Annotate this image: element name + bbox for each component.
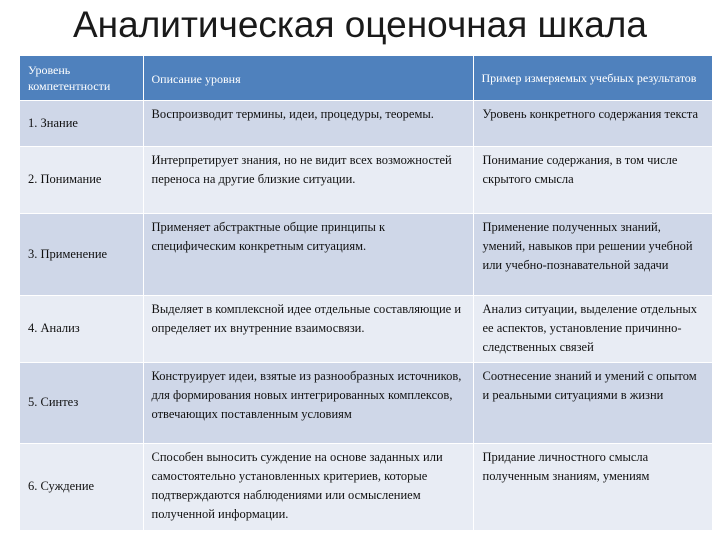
- header-description: Описание уровня: [143, 56, 473, 100]
- description-cell: Конструирует идеи, взятые из разнообразных источников, для формирования новых интегрированных комплексов, отвечающих поставленным условиям: [143, 362, 473, 443]
- level-cell: 3. Применение: [20, 213, 143, 295]
- level-cell: 5. Синтез: [20, 362, 143, 443]
- level-cell: 6. Суждение: [20, 443, 143, 530]
- example-cell: Понимание содержания, в том числе скрытого смысла: [473, 146, 712, 213]
- table-row: [20, 100, 712, 146]
- example-cell: Придание личностного смысла полученным знаниям, умениям: [473, 443, 712, 530]
- description-cell: Применяет абстрактные общие принципы к специфическим конкретным ситуациям.: [143, 213, 473, 295]
- level-cell: 4. Анализ: [20, 295, 143, 362]
- level-cell: 2. Понимание: [20, 146, 143, 213]
- slide-title: Аналитическая оценочная шкала: [73, 4, 647, 45]
- level-cell: 1. Знание: [20, 100, 143, 146]
- example-cell: Уровень конкретного содержания текста: [473, 100, 712, 146]
- table-row: [20, 443, 712, 530]
- description-cell: Выделяет в комплексной идее отдельные составляющие и определяет их внутренние взаимосвязи.: [143, 295, 473, 362]
- table-row: [20, 295, 712, 362]
- header-example: Пример измеряемых учебных результатов: [473, 56, 712, 100]
- competency-scale-table: [20, 56, 713, 531]
- header-level: Уровень компетентности: [20, 56, 143, 100]
- table-row: [20, 146, 712, 213]
- example-cell: Анализ ситуации, выделение отдельных ее аспектов, установление причинно-следственных связей: [473, 295, 712, 362]
- description-cell: Воспроизводит термины, идеи, процедуры, теоремы.: [143, 100, 473, 146]
- table-row: [20, 362, 712, 443]
- description-cell: Интерпретирует знания, но не видит всех возможностей переноса на другие близкие ситуации.: [143, 146, 473, 213]
- table-row: [20, 213, 712, 295]
- description-cell: Способен выносить суждение на основе заданных или самостоятельно установленных критериев, которые подтверждаются наблюдениями или осмыслением полученной информации.: [143, 443, 473, 530]
- example-cell: Применение полученных знаний, умений, навыков при решении учебной или учебно-познавательной задачи: [473, 213, 712, 295]
- table-header-row: [20, 56, 712, 100]
- example-cell: Соотнесение знаний и умений с опытом и реальными ситуациями в жизни: [473, 362, 712, 443]
